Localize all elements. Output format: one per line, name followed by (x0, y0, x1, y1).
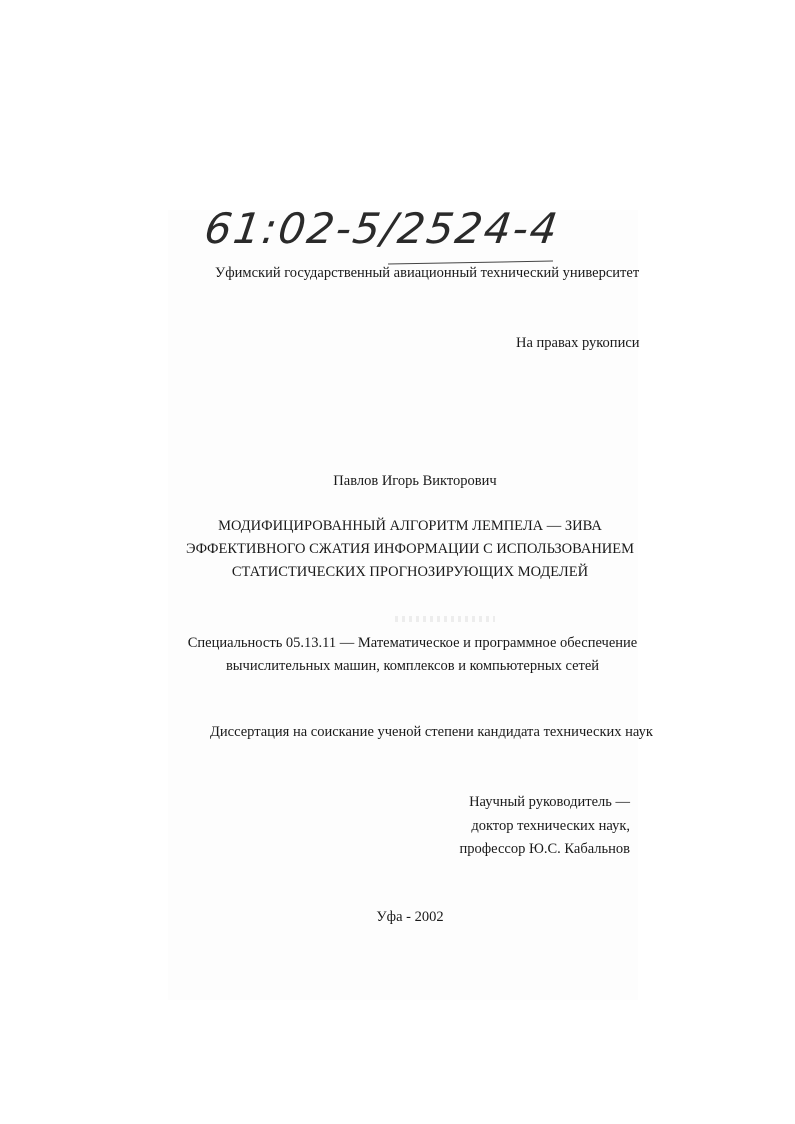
specialty (0, 632, 795, 678)
handwritten-archive-code: 61:02-5/2524-4 (201, 204, 563, 253)
scanned-area (168, 204, 638, 1000)
city-year: Уфа - 2002 (376, 909, 444, 925)
title-line: СТАТИСТИЧЕСКИХ ПРОГНОЗИРУЮЩИХ МОДЕЛЕЙ (231, 564, 589, 580)
dissertation-statement: Диссертация на соискание ученой степени кандидата технических наук (210, 724, 653, 740)
faint-scan-mark (395, 616, 495, 622)
manuscript-note: На правах рукописи (516, 335, 640, 351)
supervisor-block (440, 791, 630, 862)
supervisor-line: профессор Ю.С. Кабальнов (459, 841, 630, 857)
supervisor-line: Научный руководитель — (469, 794, 630, 810)
dissertation-title (0, 515, 795, 584)
specialty-line: Специальность 05.13.11 — Математическое и программное обеспечение (187, 635, 638, 651)
title-line: МОДИФИЦИРОВАННЫЙ АЛГОРИТМ ЛЕМПЕЛА — ЗИВА (218, 518, 602, 534)
specialty-line: вычислительных машин, комплексов и компьютерных сетей (225, 658, 600, 674)
university-name: Уфимский государственный авиационный технический университет (215, 265, 640, 281)
author-name: Павлов Игорь Викторович (333, 473, 497, 489)
supervisor-line: доктор технических наук, (471, 817, 630, 834)
title-line: ЭФФЕКТИВНОГО СЖАТИЯ ИНФОРМАЦИИ С ИСПОЛЬЗОВАНИЕМ (185, 541, 635, 557)
